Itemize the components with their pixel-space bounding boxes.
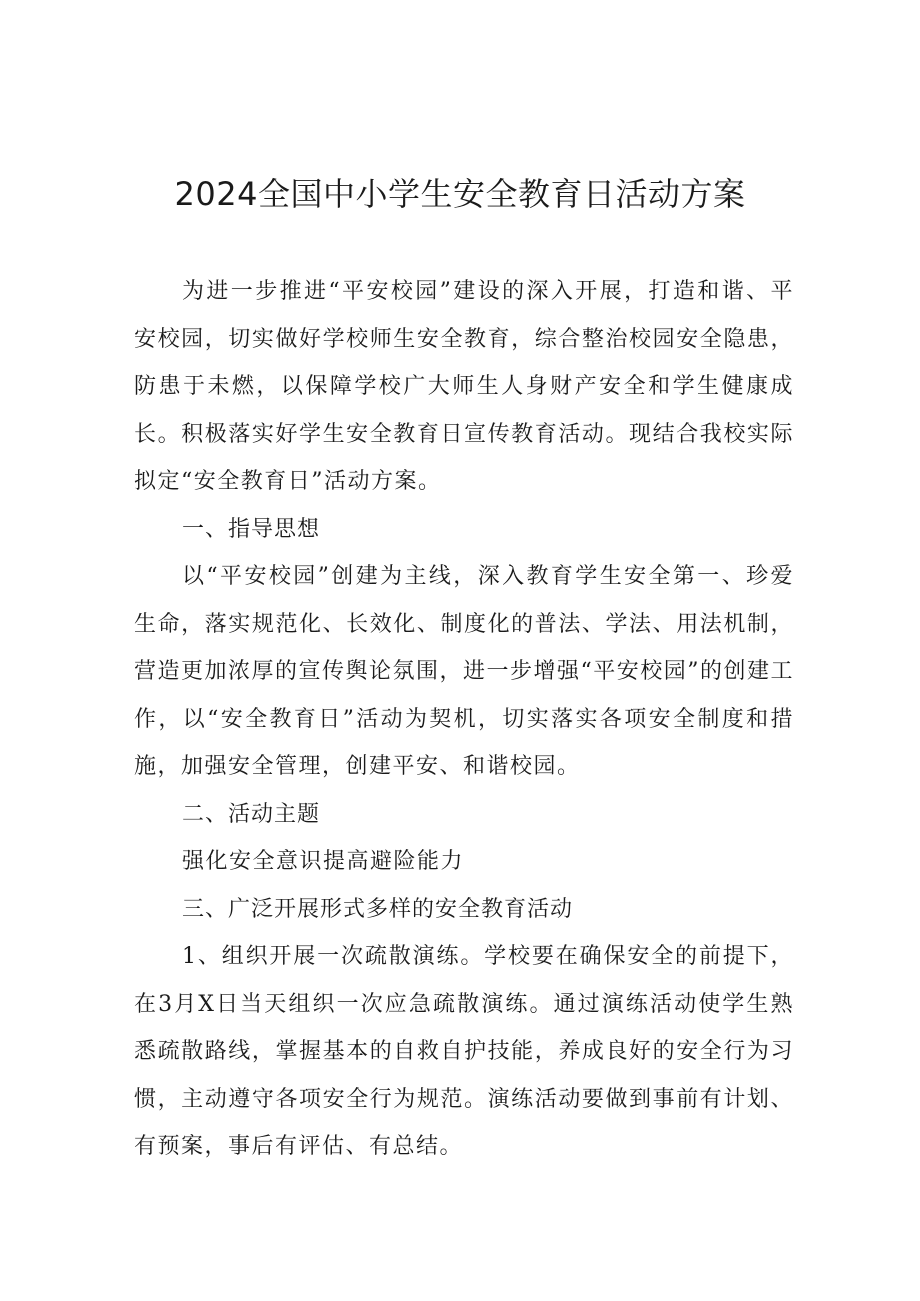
- section-paragraph-activities: 1、组织开展一次疏散演练。学校要在确保安全的前提下，在3月X日当天组织一次应急疏散演练。通过演练活动使学生熟悉疏散路线，掌握基本的自救自护技能，养成良好的安全行为习惯，主动遵守各项安全行为规范。演练活动要做到事前有计划、有预案，事后有评估、有总结。: [134, 944, 794, 1159]
- section-heading-activities: 三、广泛开展形式多样的安全教育活动: [182, 896, 574, 922]
- section-heading-guiding-thought: 一、指导思想: [182, 516, 321, 542]
- section-heading-theme: 二、活动主题: [182, 801, 321, 827]
- intro-paragraph: 为进一步推进“平安校园”建设的深入开展，打造和谐、平安校园，切实做好学校师生安全教育，综合整治校园安全隐患，防患于未燃，以保障学校广大师生人身财产安全和学生健康成长。积极落实好学生安全教育日宣传教育活动。现结合我校实际拟定“安全教育日”活动方案。: [134, 279, 794, 494]
- section-paragraph-guiding-thought: 以“平安校园”创建为主线，深入教育学生安全第一、珍爱生命，落实规范化、长效化、制度化的普法、学法、用法机制，营造更加浓厚的宣传舆论氛围，进一步增强“平安校园”的创建工作，以“安全教育日”活动为契机，切实落实各项安全制度和措施，加强安全管理，创建平安、和谐校园。: [134, 564, 794, 779]
- section-paragraph-theme: 强化安全意识提高避险能力: [182, 849, 465, 874]
- document-body: [134, 268, 794, 1171]
- document-title: 2024全国中小学生安全教育日活动方案: [174, 175, 746, 213]
